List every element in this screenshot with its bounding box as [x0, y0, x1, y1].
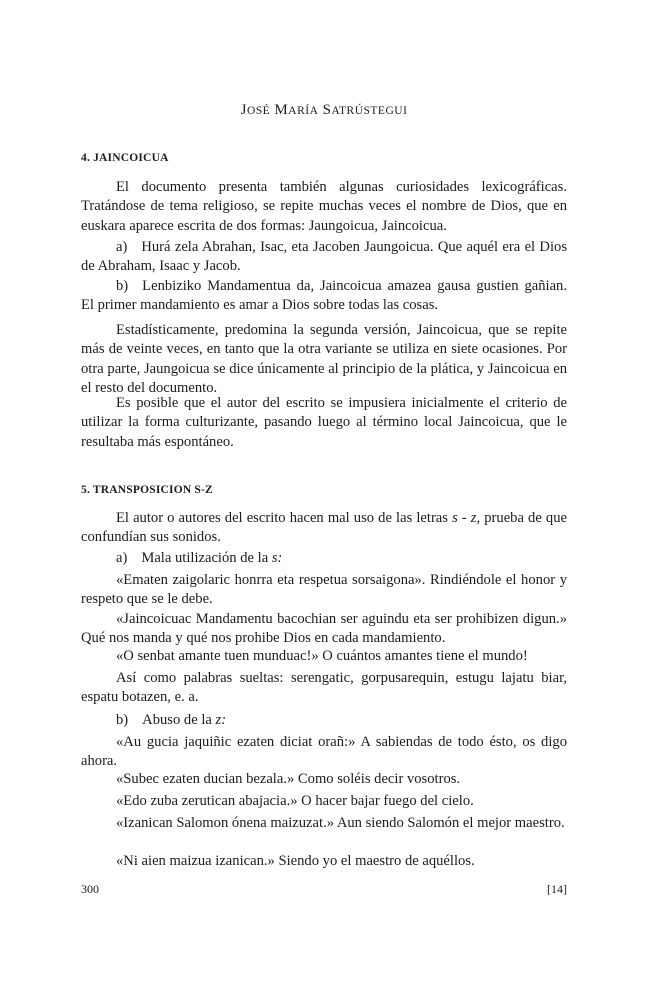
- running-head-initial: S: [322, 102, 332, 118]
- example-text: Lenbiziko Mandamentua da, Jaincoicua amazea gausa gustien gañian. El primer mandamiento es amar a Dios sobre todas las cosas.: [81, 278, 567, 314]
- running-head-part: ARÍA: [288, 105, 319, 117]
- running-head-initial: J: [240, 102, 247, 118]
- section-5-example-2: «Jaincoicuac Mandamentu bacochian ser aguindu eta ser prohibizen digun.» Qué nos manda y qué nos prohibe Dios en cada mandamiento.: [81, 611, 567, 647]
- section-5-example-4: Así como palabras sueltas: serengatic, gorpusarequin, estugu lajatu biar, espatu botazen, e. a.: [81, 670, 567, 706]
- running-head-initial: M: [274, 102, 289, 118]
- section-5-example-3: «O senbat amante tuen munduac!» O cuántos amantes tiene el mundo!: [116, 648, 528, 664]
- example-label: b): [116, 712, 129, 728]
- example-label: b): [116, 278, 129, 294]
- section-4-paragraph-4: Estadísticamente, predomina la segunda versión, Jaincoicua, que se repite más de veinte veces, en tanto que la otra variante se utiliza en siete ocasiones. Por otra parte, Jaungoicua se dice únicamente al principio de la plática, y Jaincoicua en el resto del documento.: [81, 322, 567, 396]
- section-5-heading: 5. TRANSPOSICION S-Z: [81, 484, 213, 496]
- section-5-example-8: «Izanican Salomon ónena maizuzat.» Aun siendo Salomón el mejor maestro.: [116, 815, 565, 831]
- running-head-part: OSÉ: [246, 105, 271, 117]
- section-4-paragraph-5: Es posible que el autor del escrito se impusiera inicialmente el criterio de utilizar la forma culturizante, pasando luego al término local Jaincoicua, que le resultaba más espontáneo.: [81, 395, 567, 450]
- example-text: Mala utilización de la: [141, 550, 269, 566]
- running-head-part: ATRÚSTEGUI: [331, 105, 408, 117]
- section-5-example-5: «Au gucia jaquiñic ezaten diciat orañ:» A sabiendas de todo ésto, os digo ahora.: [81, 734, 567, 770]
- paragraph-text: El autor o autores del escrito hacen mal uso de las letras: [116, 510, 448, 526]
- page-number: 300: [81, 882, 99, 896]
- section-4-example-a: [81, 238, 567, 277]
- example-text: Abuso de la: [142, 712, 212, 728]
- section-5-example-7: «Edo zuba zerutican abajacia.» O hacer bajar fuego del cielo.: [116, 793, 474, 809]
- section-5-example-6: «Subec ezaten ducian bezala.» Como soléis decir vosotros.: [116, 771, 461, 787]
- section-4-paragraph-1: El documento presenta también algunas curiosidades lexicográficas. Tratándose de tema religioso, se repite muchas veces el nombre de Dios, que en euskara aparece escrita de dos formas: Jaungoicua, Jaincoicua.: [81, 179, 567, 234]
- section-4-example-b: [81, 277, 567, 316]
- section-5-paragraph-1: [81, 509, 567, 548]
- section-5-item-a: [81, 549, 567, 568]
- page-reference: [14]: [547, 882, 567, 896]
- section-4-heading: 4. JAINCOICUA: [81, 152, 169, 164]
- running-head: [81, 102, 567, 119]
- italic-letters: s:: [271, 550, 283, 566]
- example-label: a): [116, 550, 128, 566]
- example-text: Hurá zela Abrahan, Isac, eta Jacoben Jaungoicua. Que aquél era el Dios de Abraham, Isaac y Jacob.: [81, 239, 567, 275]
- italic-letters: s - z,: [452, 510, 481, 526]
- section-5-example-1: «Ematen zaigolaric honrra eta respetua sorsaigona». Rindiéndole el honor y respeto que se le debe.: [81, 572, 567, 608]
- italic-letters: z:: [215, 712, 227, 728]
- example-label: a): [116, 239, 128, 255]
- paragraph-text: prueba de que confundían sus sonidos.: [81, 510, 567, 546]
- section-5-item-b: [81, 711, 567, 730]
- section-5-example-9: «Ni aien maizua izanican.» Siendo yo el maestro de aquéllos.: [116, 853, 475, 869]
